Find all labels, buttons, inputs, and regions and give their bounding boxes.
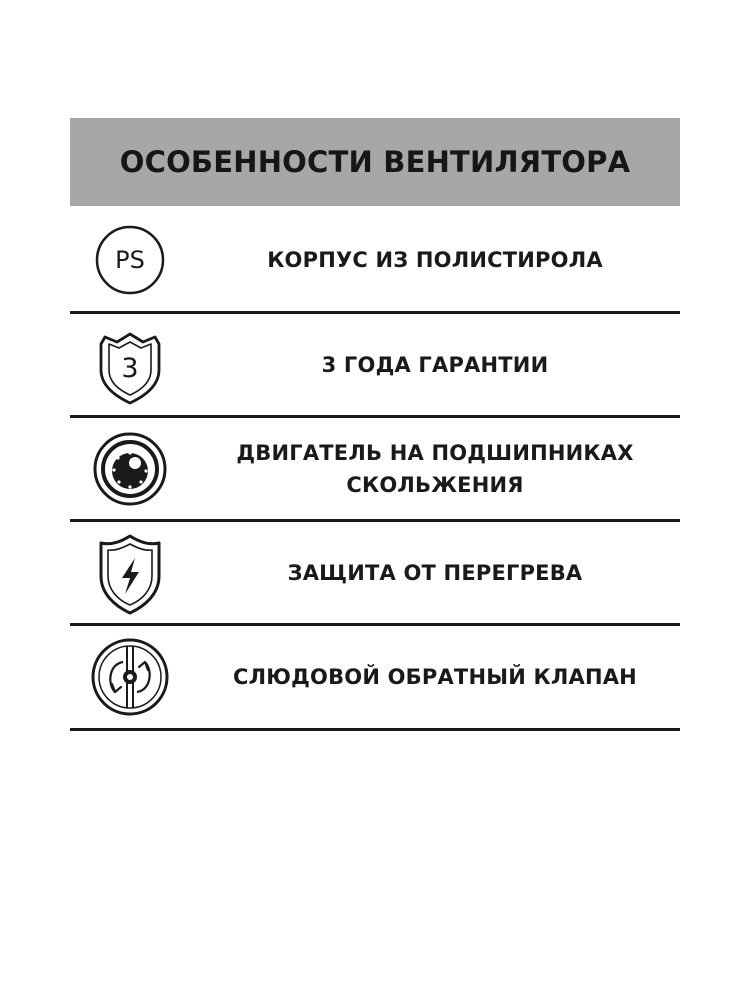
feature-row-polystyrene [70,208,680,312]
feature-row-check-valve [70,625,680,729]
ps-icon [70,208,190,312]
feature-label-line1: СЛЮДОВОЙ ОБРАТНЫЙ КЛАПАН [233,665,637,689]
feature-label [190,625,680,729]
shield-3-icon [70,313,190,417]
shield-3-icon-text: 3 [121,353,139,384]
ps-icon-text: PS [115,246,145,274]
divider [70,728,680,731]
page-title-text: ОСОБЕННОСТИ ВЕНТИЛЯТОРА [119,145,631,179]
lightning-shield-icon [70,521,190,625]
feature-label-line2: СКОЛЬЖЕНИЯ [346,473,524,497]
feature-label-line1: ДВИГАТЕЛЬ НА ПОДШИПНИКАХ [236,441,634,465]
feature-label-line1: ЗАЩИТА ОТ ПЕРЕГРЕВА [287,561,583,585]
bearing-icon [70,417,190,521]
feature-label [190,208,680,312]
feature-row-bearing-motor [70,417,680,521]
feature-label-line1: КОРПУС ИЗ ПОЛИСТИРОЛА [267,248,603,272]
check-valve-icon [70,625,190,729]
feature-row-warranty [70,313,680,417]
feature-row-overheat-protection [70,521,680,625]
page-title [70,118,680,206]
feature-label-line1: 3 ГОДА ГАРАНТИИ [321,353,549,377]
feature-label [190,521,680,625]
feature-label [190,417,680,521]
feature-label [190,313,680,417]
